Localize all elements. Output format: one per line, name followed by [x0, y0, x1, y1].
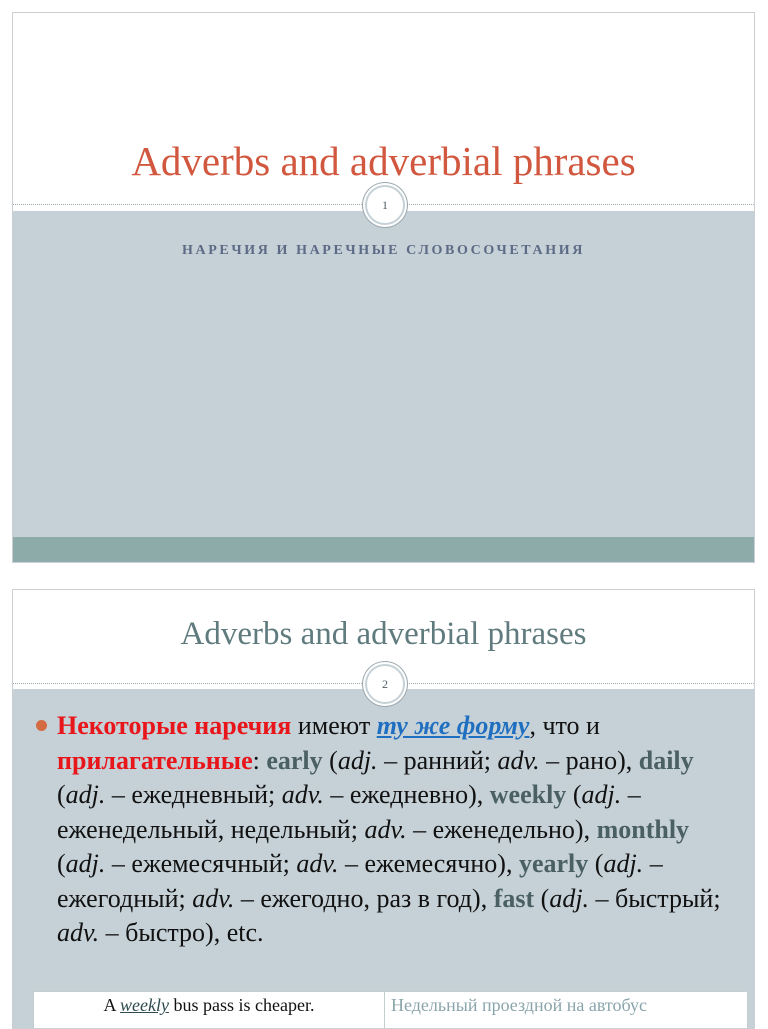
- highlight-phrase: прилагательные: [57, 746, 253, 775]
- text-run: adv.: [192, 884, 234, 913]
- text-run: – быстро), etc.: [99, 918, 263, 947]
- example-russian: Недельный проездной на автобус: [385, 992, 748, 1029]
- example-table: [33, 991, 748, 1029]
- text-run: – ежемесячно),: [338, 849, 519, 878]
- slide-number-badge: 1: [365, 185, 405, 225]
- highlight-phrase: Некоторые наречия: [57, 711, 291, 740]
- text-run: – ранний;: [378, 746, 498, 775]
- text-run: :: [253, 746, 267, 775]
- table-row: [34, 992, 748, 1029]
- slide-1-subtitle: НАРЕЧИЯ И НАРЕЧНЫЕ СЛОВОСОЧЕТАНИЯ: [13, 243, 754, 259]
- text-run: adv.: [282, 780, 324, 809]
- slide-2-title: Adverbs and adverbial phrases: [13, 616, 754, 653]
- slide-1-title: Adverbs and adverbial phrases: [13, 137, 754, 185]
- text-run: adv.: [296, 849, 338, 878]
- text-run: adj.: [603, 849, 643, 878]
- slide-2[interactable]: [12, 589, 755, 1029]
- text-run: , что и: [529, 711, 600, 740]
- text-run: – быстрый;: [589, 884, 721, 913]
- text-run: (: [534, 884, 549, 913]
- text-run: adj.: [66, 780, 106, 809]
- text-run: – рано),: [540, 746, 639, 775]
- text-run: (: [566, 780, 581, 809]
- text-run: – еженедельный, недельный;: [57, 780, 641, 844]
- text-run: – ежедневно),: [324, 780, 490, 809]
- adverb-yearly: yearly: [519, 849, 588, 878]
- text-run: (: [323, 746, 338, 775]
- text-run: – ежемесячный;: [105, 849, 296, 878]
- example-adverb: weekly: [120, 995, 169, 1015]
- text-run: adv.: [497, 746, 539, 775]
- same-form-link[interactable]: ту же форму: [377, 711, 530, 740]
- slide-number-badge: 2: [365, 664, 405, 704]
- slide-1[interactable]: [12, 12, 755, 563]
- text-run: – ежегодно, раз в год),: [234, 884, 493, 913]
- text-run: имеют: [291, 711, 376, 740]
- adverb-weekly: weekly: [490, 780, 567, 809]
- adverb-daily: daily: [639, 746, 694, 775]
- text-run: adj.: [581, 780, 621, 809]
- text-run: – ежедневный;: [105, 780, 281, 809]
- text-run: – еженедельно),: [407, 815, 597, 844]
- text-run: (: [57, 849, 66, 878]
- example-english: [34, 992, 385, 1029]
- text-run: (: [588, 849, 603, 878]
- bullet-icon: [36, 720, 47, 731]
- text-run: adj.: [549, 884, 589, 913]
- text-run: adj.: [338, 746, 378, 775]
- adverb-early: early: [266, 746, 322, 775]
- text-run: adv.: [364, 815, 406, 844]
- text-run: adv.: [57, 918, 99, 947]
- text-run: – ежегодный;: [57, 849, 663, 913]
- text-run: A: [104, 995, 121, 1015]
- bullet-text: [57, 709, 736, 951]
- content-band: [13, 211, 754, 537]
- adverb-fast: fast: [494, 884, 534, 913]
- adverb-monthly: monthly: [597, 815, 689, 844]
- text-run: adj.: [66, 849, 106, 878]
- footer-band: [13, 537, 754, 563]
- text-run: bus pass is cheaper.: [169, 995, 314, 1015]
- text-run: (: [57, 780, 66, 809]
